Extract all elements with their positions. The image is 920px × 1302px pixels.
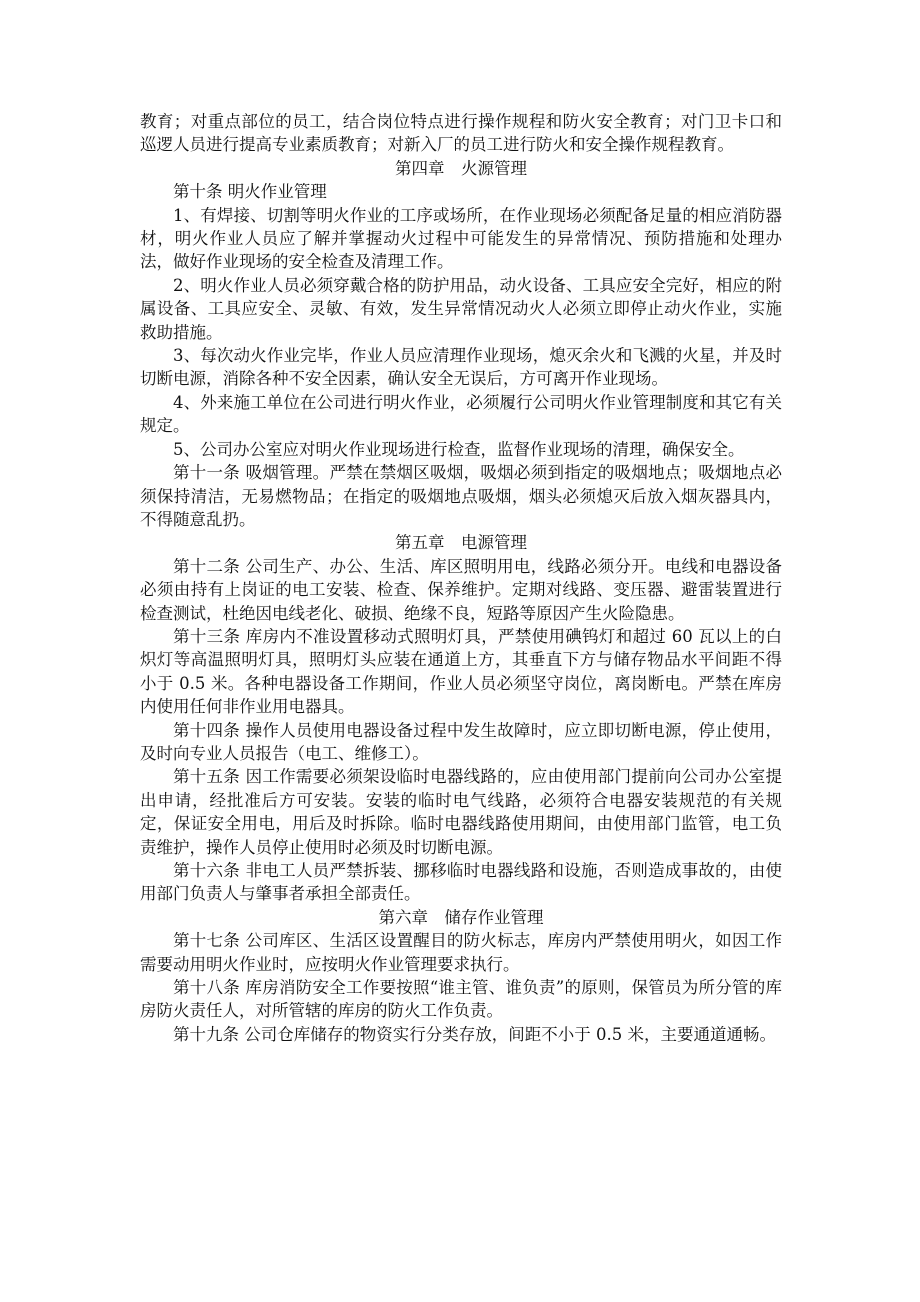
chapter-6-heading: 第六章 储存作业管理 xyxy=(378,907,544,927)
article-11: 第十一条 吸烟管理。严禁在禁烟区吸烟，吸烟必须到指定的吸烟地点；吸烟地点必须保持清洁，无易燃物品；在指定的吸烟地点吸烟，烟头必须熄灭后放入烟灰器具内，不得随意乱扔。 xyxy=(140,463,782,529)
chapter-4-heading: 第四章 火源管理 xyxy=(395,158,527,178)
article-10-item-2: 2、明火作业人员必须穿戴合格的防护用品，动火设备、工具应安全完好，相应的附属设备、工具应安全、灵敏、有效，发生异常情况动火人必须立即停止动火作业，实施救助措施。 xyxy=(140,275,782,342)
paragraph-education-continued: 教育；对重点部位的员工，结合岗位特点进行操作规程和防火安全教育；对门卫卡口和巡逻人员进行提高专业素质教育；对新入厂的员工进行防火和安全操作规程教育。 xyxy=(140,112,782,155)
article-10-item-1: 1、有焊接、切割等明火作业的工序或场所，在作业现场必须配备足量的相应消防器材，明火作业人员应了解并掌握动火过程中可能发生的异常情况、预防措施和处理办法，做好作业现场的安全检查及清理工作。 xyxy=(140,205,782,272)
article-15: 第十五条 因工作需要必须架设临时电器线路的，应由使用部门提前向公司办公室提出申请，经批准后方可安装。安装的临时电气线路，必须符合电器安装规范的有关规定，保证安全用电，用后及时拆除。临时电器线路使用期间，由使用部门监管，电工负责维护，操作人员停止使用时必须及时切断电源。 xyxy=(140,767,782,857)
article-10-item-4: 4、外来施工单位在公司进行明火作业，必须履行公司明火作业管理制度和其它有关规定。 xyxy=(140,392,782,436)
article-18: 第十八条 库房消防安全工作要按照“谁主管、谁负责”的原则，保管员为所分管的库房防火责任人，对所管辖的库房的防火工作负责。 xyxy=(140,978,782,1021)
article-14: 第十四条 操作人员使用电器设备过程中发生故障时，应立即切断电源，停止使用，及时向专业人员报告（电工、维修工）。 xyxy=(140,720,782,763)
document-page xyxy=(140,110,782,1046)
article-17: 第十七条 公司库区、生活区设置醒目的防火标志，库房内严禁使用明火，如因工作需要动用明火作业时，应按明火作业管理要求执行。 xyxy=(140,931,782,974)
article-13: 第十三条 库房内不准设置移动式照明灯具，严禁使用碘钨灯和超过 60 瓦以上的白炽灯等高温照明灯具，照明灯头应装在通道上方，其垂直下方与储存物品水平间距不得小于 0.5 米。各种电器设备工作期间，作业人员必须坚守岗位，离岗断电。严禁在库房内使用任何非作业用电器具。 xyxy=(140,626,782,717)
article-10-title: 第十条 明火作业管理 xyxy=(173,182,327,202)
chapter-5-heading: 第五章 电源管理 xyxy=(395,533,527,553)
article-10-item-5: 5、公司办公室应对明火作业现场进行检查，监督作业现场的清理，确保安全。 xyxy=(173,439,745,459)
article-19: 第十九条 公司仓库储存的物资实行分类存放，间距不小于 0.5 米，主要通道通畅。 xyxy=(173,1024,776,1044)
article-10-item-3: 3、每次动火作业完毕，作业人员应清理作业现场，熄灭余火和飞溅的火星，并及时切断电源，消除各种不安全因素，确认安全无误后，方可离开作业现场。 xyxy=(140,346,782,389)
article-12: 第十二条 公司生产、办公、生活、库区照明用电，线路必须分开。电线和电器设备必须由持有上岗证的电工安装、检查、保养维护。定期对线路、变压器、避雷装置进行检查测试，杜绝因电线老化、破损、绝缘不良，短路等原因产生火险隐患。 xyxy=(140,556,782,623)
article-16: 第十六条 非电工人员严禁拆装、挪移临时电器线路和设施，否则造成事故的，由使用部门负责人与肇事者承担全部责任。 xyxy=(140,861,782,904)
